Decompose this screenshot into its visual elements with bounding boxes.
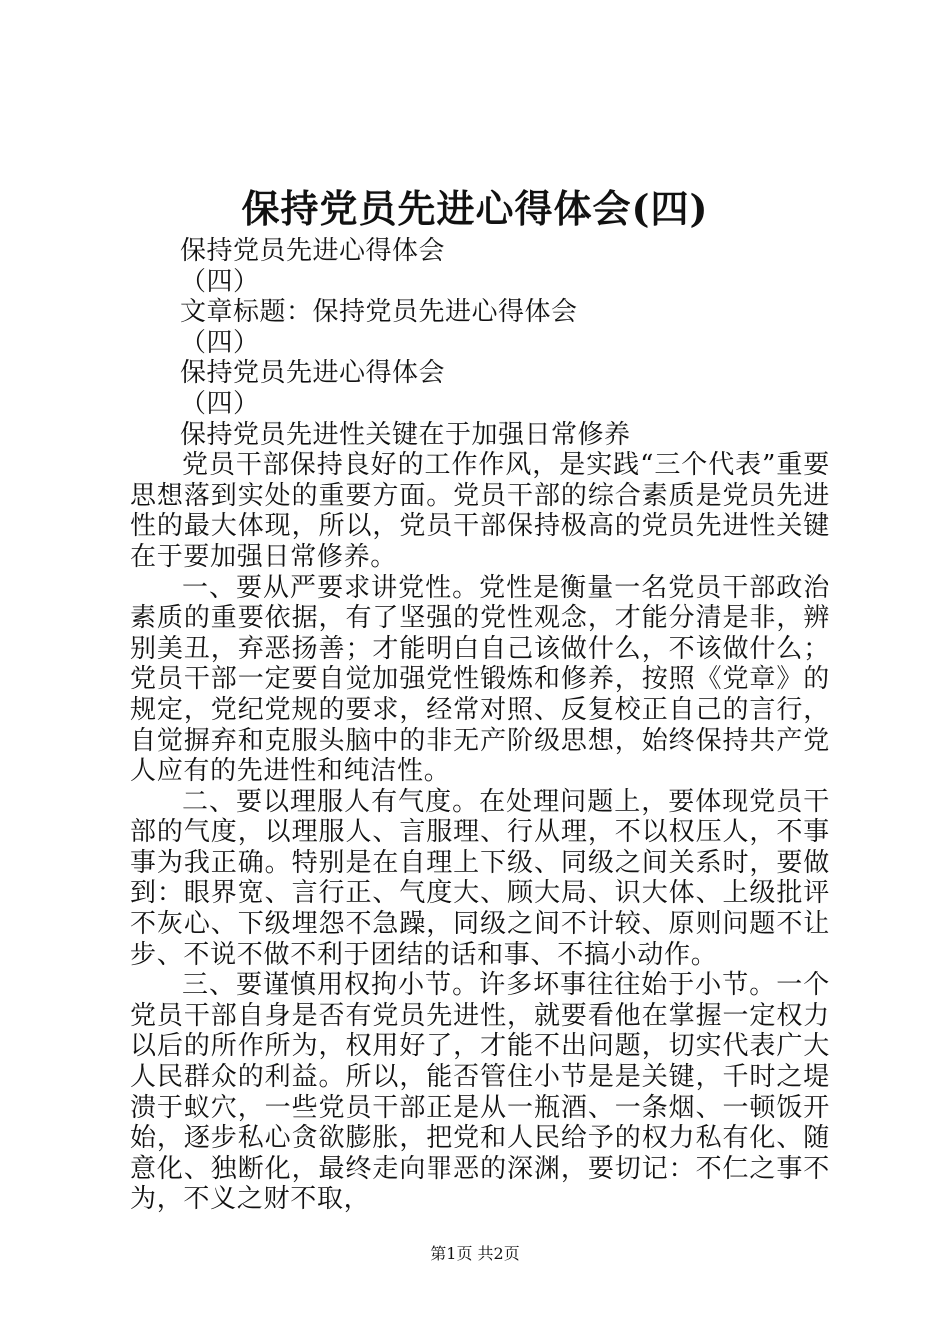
page-number: 第1页 共2页 [430,1244,520,1263]
header-line: （四） [180,388,260,419]
header-line: 文章标题：保持党员先进心得体会 [180,297,578,328]
document-title: 保持党员先进心得体会(四) [241,186,709,231]
body-paragraph: 三、要谨慎用权拘小节。许多坏事往往始于小节。一个党员干部自身是否有党员先进性，就要看他在掌握一定权力以后的所作所为，权用好了，才能不出问题，切实代表广大人民群众的利益。所以，能否管住小节是是关键，千时之堤溃于蚁穴，一些党员干部正是从一瓶酒、一条烟、一顿饭开始，逐步私心贪欲膨胀，把党和人民给予的权力私有化、随意化、独断化，最终走向罪恶的深渊，要切记：不仁之事不为，不义之财不取， [130,970,830,1215]
body-paragraph: 二、要以理服人有气度。在处理问题上，要体现党员干部的气度，以理服人、言服理、行从理，不以权压人，不事事为我正确。特别是在自理上下级、同级之间关系时，要做到：眼界宽、言行正、气度大、顾大局、识大体、上级批评不灰心、下级埋怨不急躁，同级之间不计较、原则问题不让步、不说不做不利于团结的话和事、不搞小动作。 [130,786,830,970]
header-line: （四） [180,327,260,358]
document-body [130,236,830,1215]
header-line: 保持党员先进心得体会 [180,236,446,266]
section-heading: 保持党员先进性关键在于加强日常修养 [180,419,631,450]
body-paragraph: 党员干部保持良好的工作作风，是实践“三个代表”重要思想落到实处的重要方面。党员干部的综合素质是党员先进性的最大体现，所以，党员干部保持极高的党员先进性关键在于要加强日常修养。 [130,450,830,572]
body-paragraph: 一、要从严要求讲党性。党性是衡量一名党员干部政治素质的重要依据，有了坚强的党性观念，才能分清是非，辨别美丑，弃恶扬善；才能明白自己该做什么，不该做什么；党员干部一定要自觉加强党性锻炼和修养，按照《党章》的规定，党纪党规的要求，经常对照、反复校正自己的言行，自觉摒弃和克服头脑中的非无产阶级思想，始终保持共产党人应有的先进性和纯洁性。 [130,572,830,787]
header-line: 保持党员先进心得体会 [180,358,446,389]
header-line: （四） [180,266,260,297]
